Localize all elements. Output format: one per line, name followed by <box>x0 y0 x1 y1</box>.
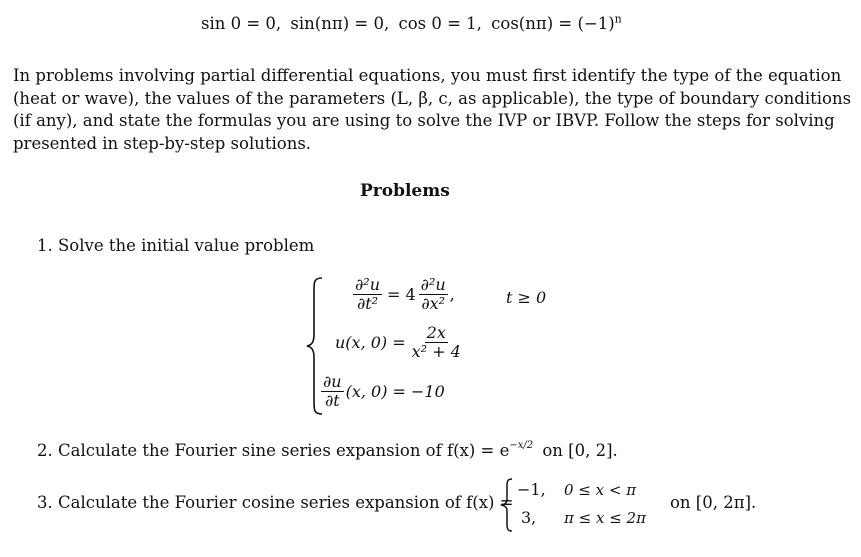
ic1-fraction: $\frac{2x}{\text{x² + 4}}$ <box>411 323 461 361</box>
instructions-line-3: (if any), and state the formulas you are using to solve the IVP or IBVP. Follow the steps for solving <box>13 111 835 130</box>
problem-1-label: 1. Solve the initial value problem <box>37 236 315 255</box>
identity-cos0: cos 0 = 1, <box>398 14 482 33</box>
problem-2-tail: on [0, 2]. <box>542 441 618 460</box>
problem-2 <box>37 440 618 463</box>
problem-3-text: 3. Calculate the Fourier cosine series expansion of f(x) = <box>37 493 514 512</box>
case-1-condition: 0 ≤ x < π <box>564 481 637 499</box>
time-condition: t ≥ 0 <box>506 288 547 307</box>
ic1-lhs: u(x, 0) = <box>335 333 406 352</box>
identity-cos-npi: $\cos(n\pi) = (-1)^n$ <box>491 12 622 33</box>
identity-sin-npi: sin(nπ) = 0, <box>290 14 390 33</box>
case-2-condition: π ≤ x ≤ 2π <box>564 509 646 527</box>
pde-comma: , <box>449 285 455 304</box>
case-1-value: −1, <box>517 480 546 499</box>
case-2-value: 3, <box>521 508 537 527</box>
initial-condition-2 <box>319 373 445 410</box>
problem-3-tail: on [0, 2π]. <box>670 493 757 512</box>
d2u-dt2-fraction: $\frac{\text{∂²u}}{\text{∂t²}}$ <box>355 275 380 313</box>
problem-2-text: 2. Calculate the Fourier sine series expansion of f(x) = e <box>37 441 510 460</box>
ic2-rest: (x, 0) = −10 <box>345 382 445 401</box>
pde-equals-four: = 4 <box>387 285 416 304</box>
piecewise-function <box>500 478 670 532</box>
problems-heading: Problems <box>360 181 450 201</box>
initial-condition-1 <box>335 324 465 361</box>
instructions-line-2: (heat or wave), the values of the parameters (L, β, c, as applicable), the type of boundary conditions <box>13 88 852 108</box>
identities-line <box>201 13 622 36</box>
identity-exponent: n <box>614 12 622 26</box>
instructions-line-4: presented in step-by-step solutions. <box>13 133 312 153</box>
identity-sin0: sin 0 = 0, <box>201 14 282 33</box>
instructions-paragraph <box>13 65 853 155</box>
piecewise-brace <box>500 478 514 532</box>
du-dt-fraction: $\frac{\partial u}{\partial t}$ <box>323 372 342 410</box>
pde-row <box>351 276 455 313</box>
problem-2-exponent: −x/2 <box>509 440 534 451</box>
ivp-system <box>305 276 595 416</box>
instructions-line-1: In problems involving partial differential equations, you must first identify the type of the equation <box>13 66 842 85</box>
d2u-dx2-fraction: $\frac{\text{∂²u}}{\text{∂x²}}$ <box>420 275 446 313</box>
